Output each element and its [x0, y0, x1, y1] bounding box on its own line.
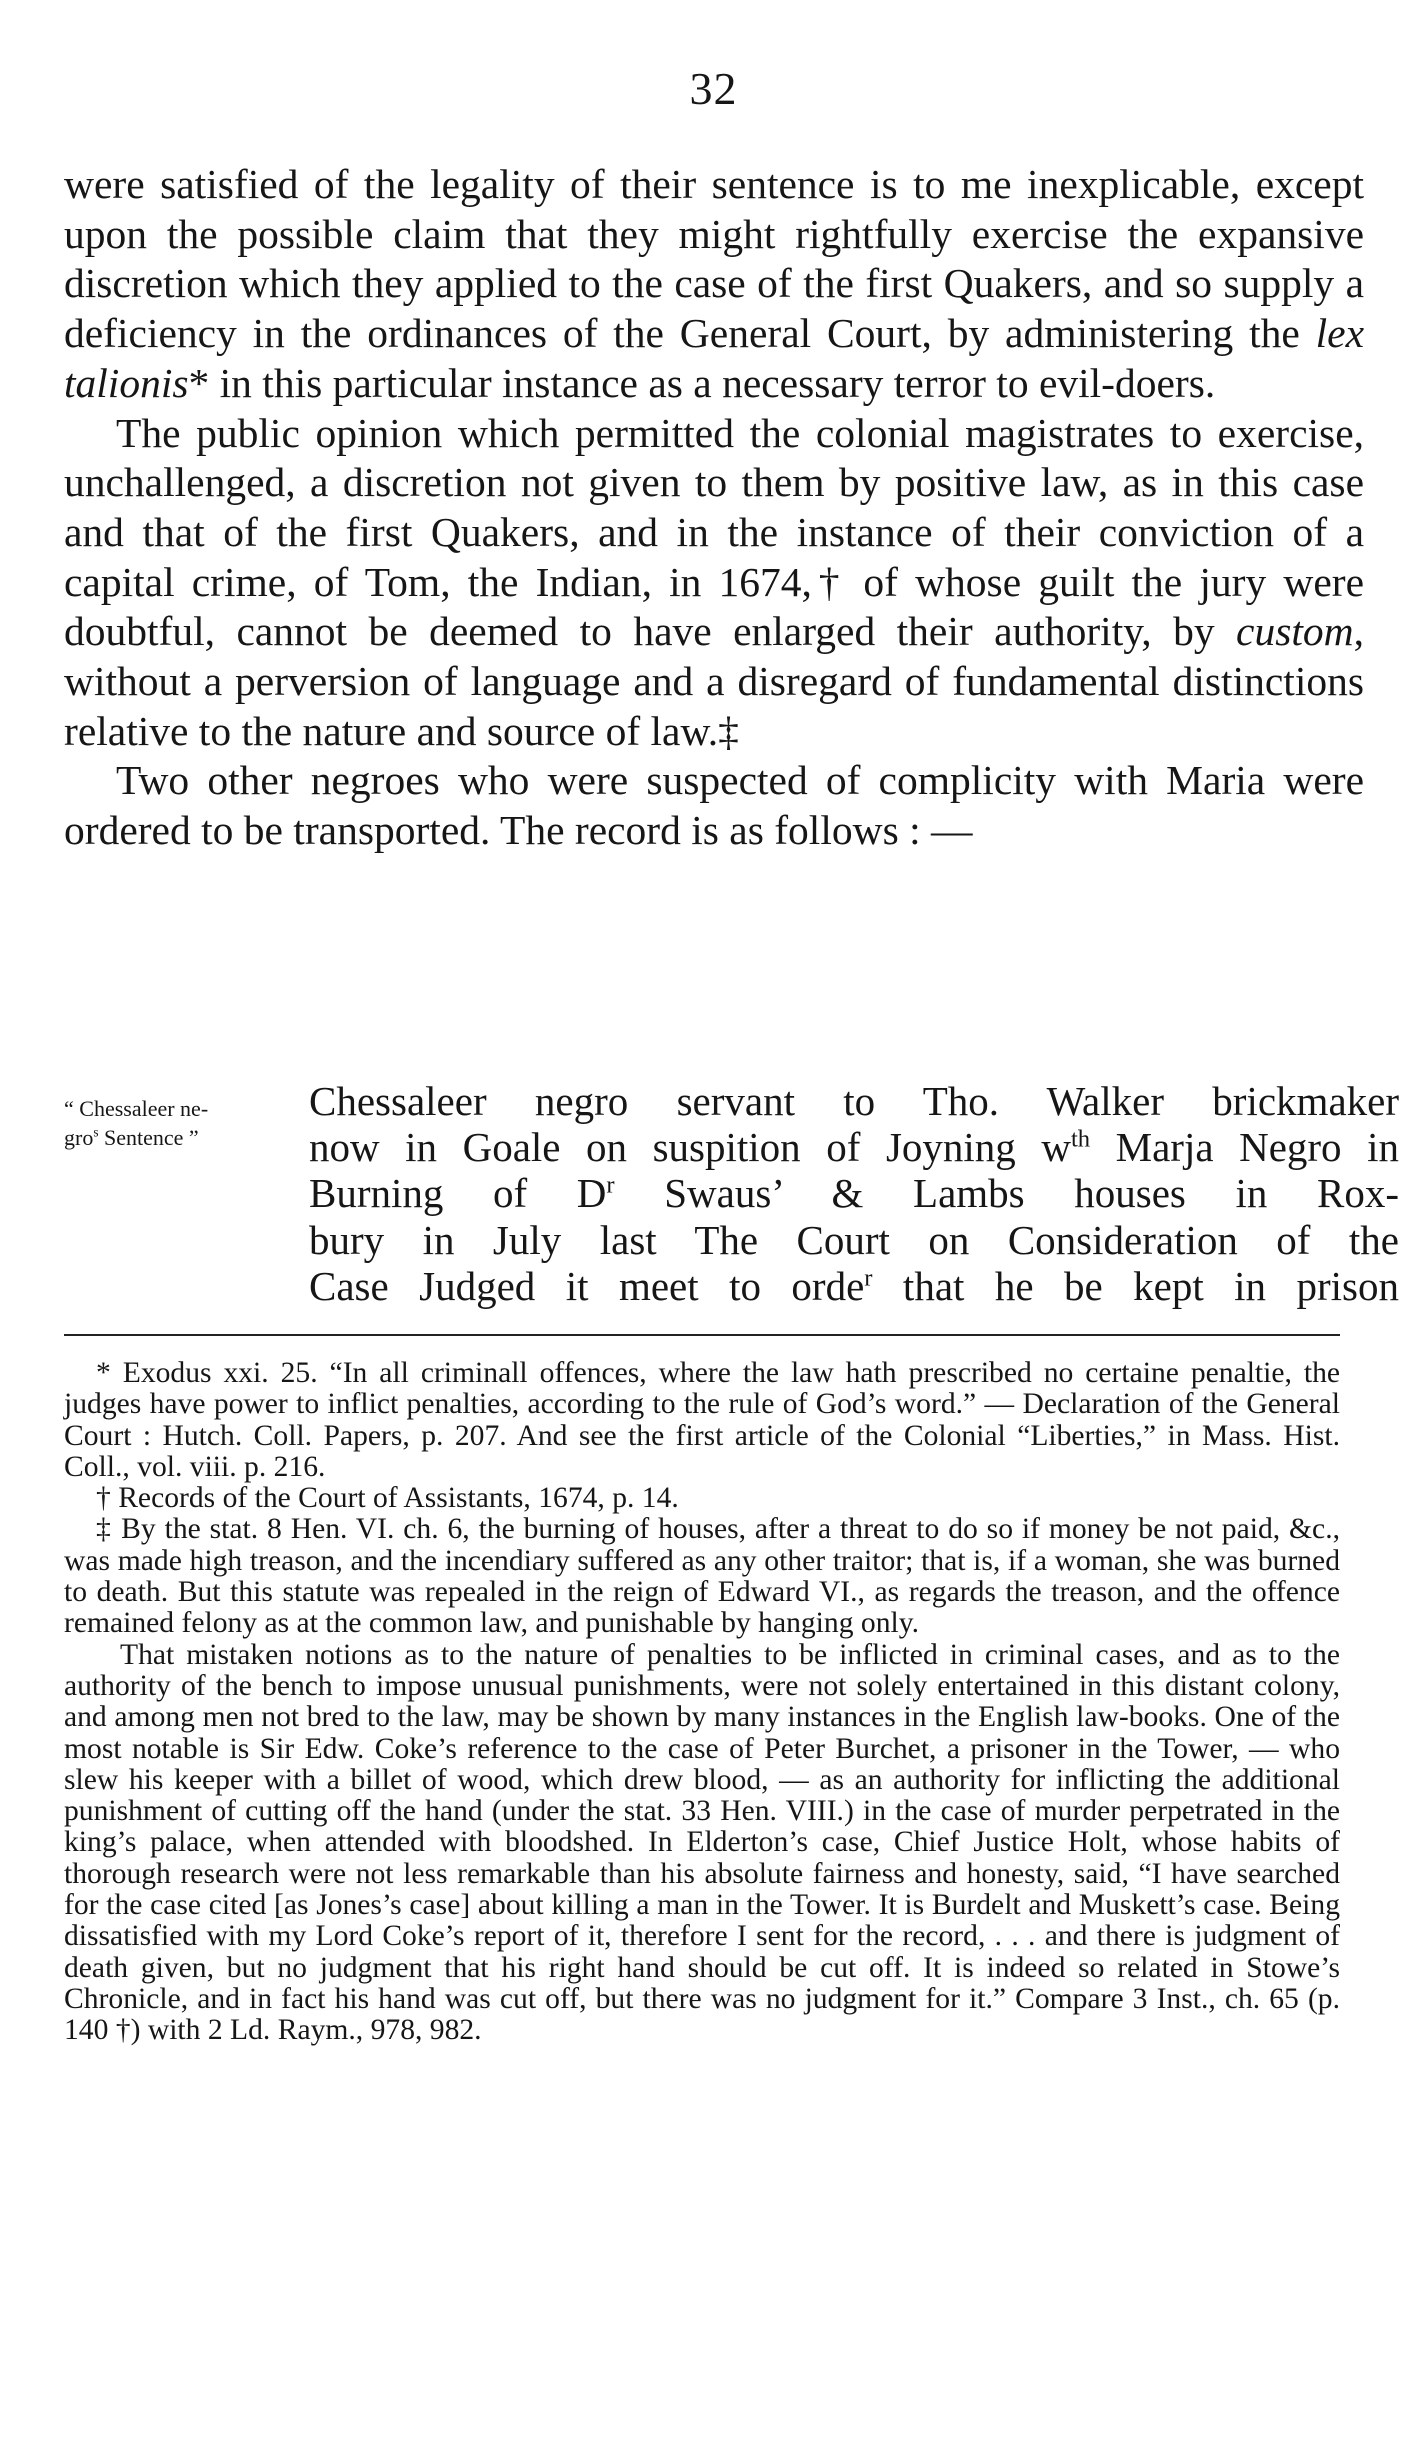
paragraph-continuation	[64, 160, 1364, 409]
margin-note-sentence: Sentence ”	[98, 1125, 199, 1150]
paragraph-1-text-a: were satisfied of the legality of their sentence is to me inexplicable, except upon the possible claim that they might rightfully exercise the expansive discretion which they applied to the case of the first Quakers, and so supply a deficiency in the ordinances of the General Court, by administering the	[64, 161, 1364, 357]
paragraph-2-text-b: , without a perversion of language and a disregard of fundamental distinctions relative to the nature and source of law.‡	[64, 608, 1364, 754]
court-record-excerpt	[64, 1078, 1399, 1318]
record-line-1: Chessaleer negro servant to Tho. Walker brickmaker	[309, 1078, 1399, 1124]
record-line-3	[309, 1170, 1399, 1216]
paragraph-2-emphasis: custom	[1236, 608, 1354, 655]
paragraph-public-opinion	[64, 409, 1364, 757]
record-line-5-a: Case Judged it meet to orde	[309, 1262, 865, 1309]
paragraph-1-latin-term: lex talionis	[64, 310, 1364, 406]
record-text	[309, 1078, 1399, 1309]
footnote-continuation: That mistaken notions as to the nature of penalties to be inflicted in criminal cases, and as to the authority of the bench to impose unusual punishments, were not solely entertained in this distant colony, and among men not bred to the law, may be shown by many instances in the English law-books. One of the most notable is Sir Edw. Coke’s reference to the case of Peter Burchet, a prisoner in the Tower, — who slew his keeper with a billet of wood, which drew blood, — as an authority for inflicting the additional punishment of cutting off the hand (under the stat. 33 Hen. VIII.) in the case of murder perpetrated in the king’s palace, when attended with bloodshed. In Elderton’s case, Chief Justice Holt, whose habits of thorough research were not less remarkable than his absolute fairness and honesty, said, “I have searched for the case cited [as Jones’s case] about killing a man in the Tower. It is Burdelt and Muskett’s case. Being dissatisfied with my Lord Coke’s report of it, therefore I sent for the record, . . . and there is judgment of death given, but no judgment that his right hand should be cut off. It is indeed so related in Stowe’s Chronicle, and in fact his hand was cut off, but there was no judgment for it.” Compare 3 Inst., ch. 65 (p. 140 †) with 2 Ld. Raym., 978, 982.	[64, 1638, 1340, 2047]
footnote-asterisk: * Exodus xxi. 25. “In all criminall offences, where the law hath prescribed no certaine penaltie, the judges have power to inflict penalties, according to the rule of God’s word.” — Declaration of the General Court : Hutch. Coll. Papers, p. 207. And see the first article of the Colonial “Liberties,” in Mass. Hist. Coll., vol. viii. p. 216.	[64, 1357, 1340, 1483]
record-line-3-b: Swaus’ & Lambs houses in Rox-	[614, 1170, 1399, 1217]
record-line-5	[309, 1263, 1399, 1309]
footnote-dagger: † Records of the Court of Assistants, 1674, p. 14.	[96, 1482, 679, 1515]
footnote-divider	[64, 1334, 1340, 1336]
footnotes	[64, 1358, 1340, 2047]
paragraph-two-negroes: Two other negroes who were suspected of complicity with Maria were ordered to be transported. The record is as follows : —	[64, 757, 1364, 854]
record-line-5-b: that he be kept in prison	[872, 1262, 1399, 1309]
footnote-double-dagger: ‡ By the stat. 8 Hen. VI. ch. 6, the burning of houses, after a threat to do so if money be not paid, &c., was made high treason, and the incendiary suffered as any other traitor; that is, if a woman, she was burned to death. But this statute was repealed in the reign of Edward VI., as regards the treason, and the offence remained felony as at the common law, and punishable by hanging only.	[64, 1513, 1340, 1640]
margin-note	[64, 1094, 284, 1152]
paragraph-2-text-a: The public opinion which permitted the colonial magistrates to exercise, unchallenged, a discretion not given to them by positive law, as in this case and that of the first Quakers, and in the instance of their conviction of a capital crime, of Tom, the Indian, in 1674,† of whose guilt the jury were doubtful, cannot be deemed to have enlarged their authority, by	[64, 409, 1364, 655]
record-line-2	[309, 1124, 1399, 1170]
record-line-3-a: Burning of D	[309, 1170, 607, 1217]
record-line-2-sup: th	[1070, 1125, 1091, 1153]
margin-note-gro: gro	[64, 1125, 94, 1150]
record-line-2-b: Marja Negro in	[1090, 1124, 1399, 1171]
margin-note-superscript: s	[93, 1124, 99, 1140]
paragraph-1-text-b: * in this particular instance as a necessary terror to evil-doers.	[188, 359, 1216, 406]
record-line-4: bury in July last The Court on Consideration of the	[309, 1216, 1399, 1263]
main-text	[64, 160, 1364, 856]
record-line-3-sup: r	[606, 1171, 615, 1199]
record-line-2-a: now in Goale on suspition of Joyning w	[309, 1124, 1071, 1171]
page-number: 32	[689, 63, 738, 114]
record-line-5-sup: r	[864, 1264, 873, 1292]
margin-note-line-1: “ Chessaleer ne-	[64, 1096, 209, 1121]
